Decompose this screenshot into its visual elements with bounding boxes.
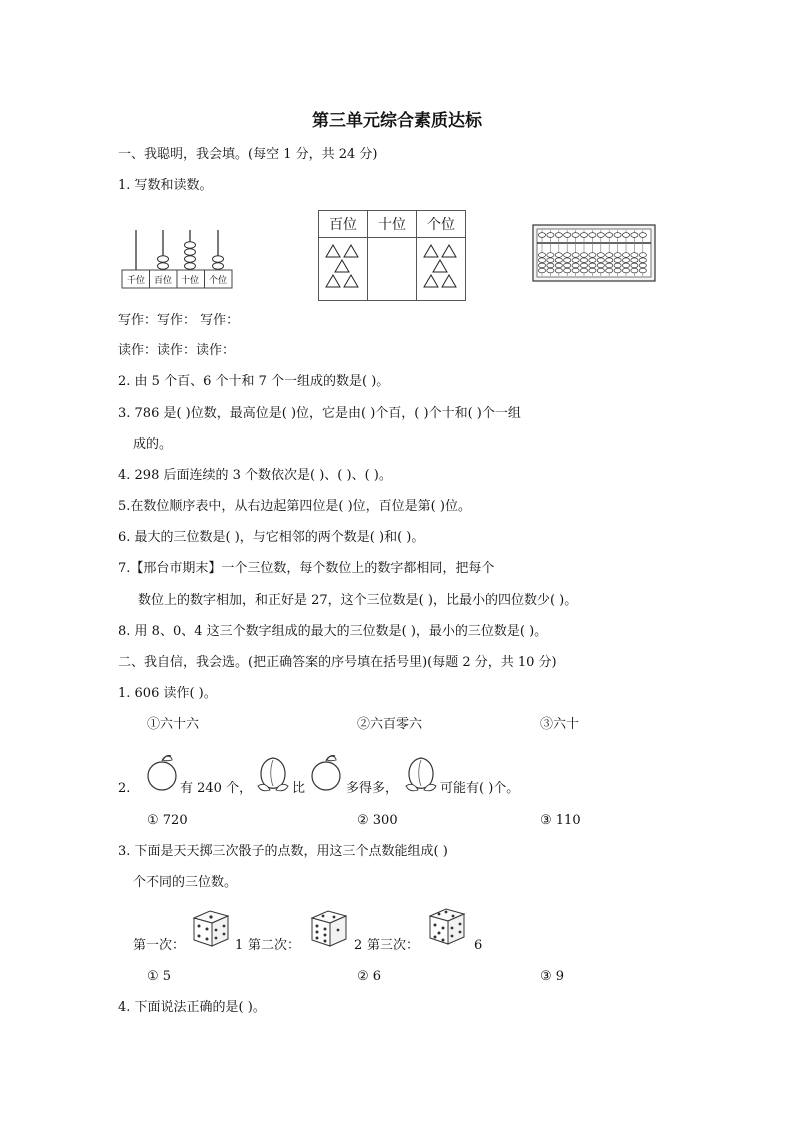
orange-icon [144,752,180,792]
peach-icon [402,748,440,794]
dice-icon [306,908,352,950]
read-line: 读作：读作：读作： [118,343,236,358]
abacus-bead [185,256,196,262]
soroban-bead [597,263,604,268]
soroban-bead [597,253,604,258]
soroban-bead [555,258,562,263]
table-cell-hundreds [319,238,368,301]
soroban-bead [580,253,587,258]
soroban-bead [631,258,638,263]
soroban-bead [572,253,579,258]
soroban-bead [606,263,613,268]
soroban-bead [538,253,545,258]
soroban-bead [614,233,621,238]
abacus-bead [213,263,224,269]
table-header-tens: 十位 [368,211,417,238]
question-1-3: 3. 786 是( )位数，最高位是( )位，它是由( )个百，( )个十和( )个一组 [118,406,521,421]
soroban-bead [614,253,621,258]
dice-label-first: 第一次： [133,938,186,953]
soroban-bead [597,268,604,273]
bead-calculator-figure [532,224,656,282]
option-2-2-b[interactable]: ② 300 [357,813,398,828]
soroban-bead [639,233,646,238]
soroban-bead [538,233,545,238]
abacus-bead [185,242,196,248]
soroban-bead [631,268,638,273]
option-2-3-b[interactable]: ② 6 [357,969,382,984]
soroban-bead [572,233,579,238]
soroban-bead [547,268,554,273]
question-1-1: 1. 写数和读数。 [118,178,213,193]
soroban-bead [622,258,629,263]
question-1-7: 7.【邢台市期末】一个三位数，每个数位上的数字都相同，把每个 [118,561,495,576]
table-cell-tens [368,238,417,301]
soroban-bead [555,233,562,238]
soroban-bead [547,258,554,263]
abacus-label-thousands: 千位 [126,276,146,286]
table-header-ones: 个位 [417,211,466,238]
question-2-2-text-3: 多得多， [346,781,399,796]
soroban-bead [572,268,579,273]
page-title: 第三单元综合素质达标 [312,111,482,131]
abacus-bead [185,249,196,255]
soroban-bead [589,258,596,263]
abacus-label-ones: 个位 [208,276,228,286]
soroban-bead [614,258,621,263]
soroban-bead [564,253,571,258]
soroban-bead [639,263,646,268]
soroban-bead [547,233,554,238]
soroban-bead [564,263,571,268]
soroban-bead [564,268,571,273]
soroban-bead [555,253,562,258]
question-2-1: 1. 606 读作( )。 [118,686,217,701]
place-value-table [318,210,466,301]
soroban-bead [538,258,545,263]
option-2-2-c[interactable]: ③ 110 [540,813,581,828]
soroban-bead [639,268,646,273]
dice-icon [424,906,472,950]
soroban-bead [606,268,613,273]
dice-number-2: 2 [354,938,363,953]
question-1-5: 5.在数位顺序表中，从右边起第四位是( )位，百位是第( )位。 [118,499,471,514]
soroban-bead [622,263,629,268]
soroban-bead [547,263,554,268]
option-2-3-c[interactable]: ③ 9 [540,969,565,984]
question-2-3: 3. 下面是天天掷三次骰子的点数，用这三个点数能组成( ) [118,844,448,859]
question-2-3-cont: 个不同的三位数。 [133,875,238,890]
question-1-3-cont: 成的。 [133,437,173,452]
question-1-6: 6. 最大的三位数是( )，与它相邻的两个数是( )和( )。 [118,530,425,545]
soroban-bead [564,233,571,238]
abacus-bead [213,256,224,262]
question-1-7-cont: 数位上的数字相加，和正好是 27，这个三位数是( )，比最小的四位数少( )。 [138,593,578,608]
abacus-bead [158,263,169,269]
option-2-2-a[interactable]: ① 720 [147,813,188,828]
soroban-bead [614,268,621,273]
dice-icon [188,908,234,950]
soroban-bead [614,263,621,268]
soroban-bead [580,263,587,268]
soroban-bead [606,233,613,238]
option-2-3-a[interactable]: ① 5 [147,969,172,984]
question-2-2-text-1: 有 240 个， [180,781,253,796]
soroban-bead [606,253,613,258]
dice-number-1: 1 [235,938,244,953]
abacus-label-hundreds: 百位 [153,276,173,286]
peach-icon [254,748,292,794]
option-2-1-c[interactable]: ③六十 [540,717,580,732]
soroban-bead [622,253,629,258]
soroban-bead [639,258,646,263]
write-line: 写作：写作： 写作： [118,313,240,328]
table-cell-ones [417,238,466,301]
soroban-bead [622,268,629,273]
dice-number-3: 6 [474,938,483,953]
soroban-bead [538,263,545,268]
option-2-1-b[interactable]: ②六百零六 [357,717,423,732]
soroban-bead [580,233,587,238]
soroban-bead [597,258,604,263]
soroban-bead [564,258,571,263]
dice-label-third: 第三次： [367,938,420,953]
dice-label-second: 第二次： [248,938,301,953]
soroban-bead [597,233,604,238]
table-header-hundreds: 百位 [319,211,368,238]
section2-header: 二、我自信，我会选。(把正确答案的序号填在括号里)(每题 2 分，共 10 分) [118,655,557,670]
soroban-bead [639,253,646,258]
soroban-bead [580,258,587,263]
question-2-2-number: 2. [118,781,131,796]
soroban-bead [572,258,579,263]
soroban-bead [589,233,596,238]
soroban-bead [538,268,545,273]
section1-header: 一、我聪明，我会填。(每空 1 分，共 24 分) [118,147,378,162]
abacus-bead [185,263,196,269]
orange-icon [308,752,344,792]
abacus-label-tens: 十位 [180,276,200,286]
triangles-five-icon [418,239,464,295]
soroban-bead [555,263,562,268]
soroban-bead [631,233,638,238]
option-2-1-a[interactable]: ①六十六 [147,717,200,732]
soroban-bead [631,253,638,258]
soroban-bead [580,268,587,273]
triangles-five-icon [320,239,366,295]
soroban-bead [606,258,613,263]
soroban-bead [547,253,554,258]
soroban-bead [589,253,596,258]
soroban-bead [631,263,638,268]
abacus-figure [120,226,236,290]
soroban-bead [555,268,562,273]
soroban-bead [589,263,596,268]
question-1-4: 4. 298 后面连续的 3 个数依次是( )、( )、( )。 [118,468,392,483]
soroban-bead [589,268,596,273]
question-2-2-text-2: 比 [292,781,306,796]
question-1-8: 8. 用 8、0、4 这三个数字组成的最大的三位数是( )，最小的三位数是( )。 [118,624,548,639]
abacus-bead [158,256,169,262]
soroban-bead [622,233,629,238]
question-2-2-text-4: 可能有( )个。 [440,781,520,796]
question-2-4: 4. 下面说法正确的是( )。 [118,1000,266,1015]
soroban-bead [572,263,579,268]
question-1-2: 2. 由 5 个百、6 个十和 7 个一组成的数是( )。 [118,374,390,389]
